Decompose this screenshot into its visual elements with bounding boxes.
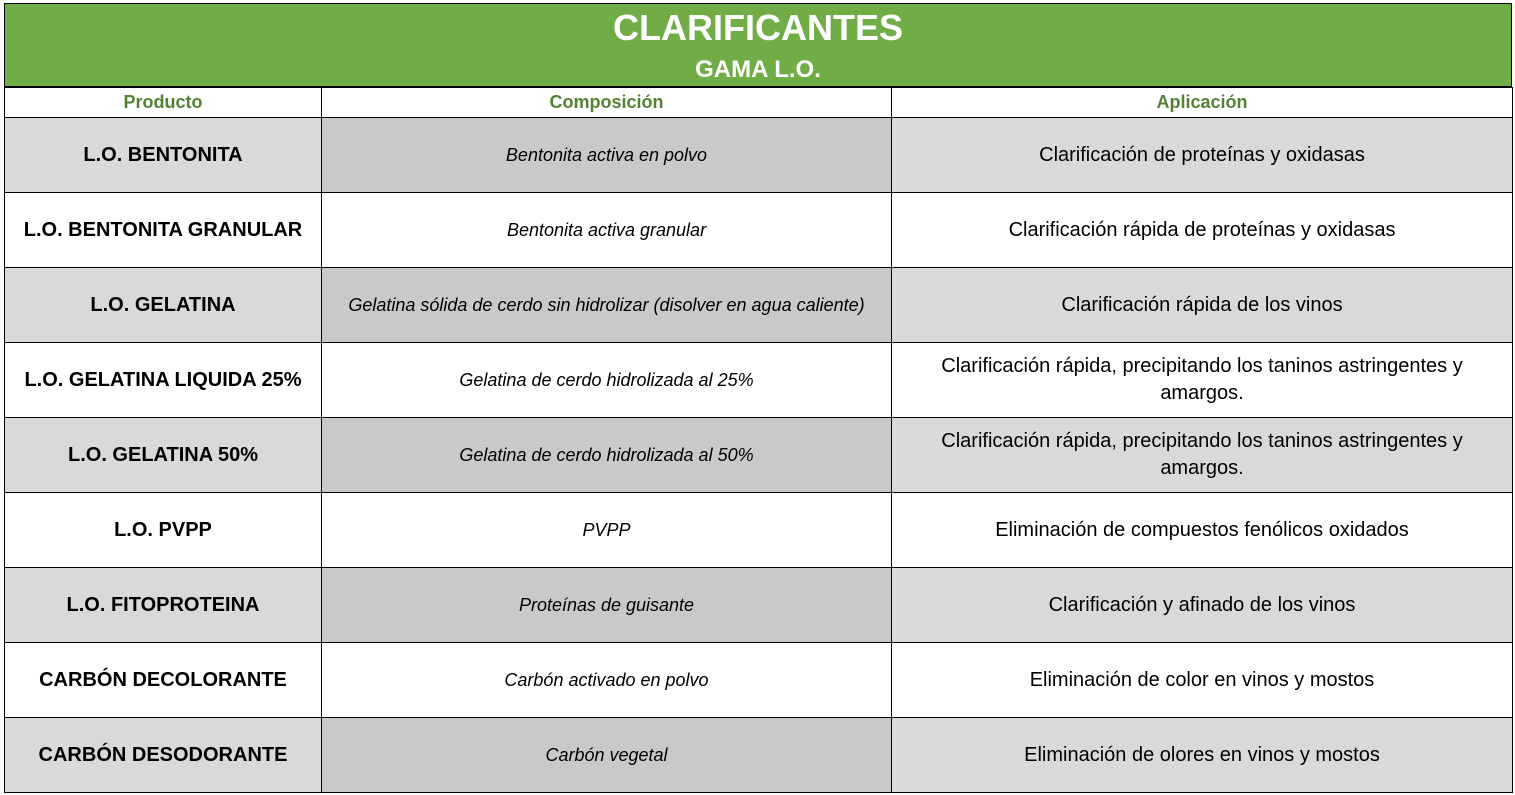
composition-cell: Carbón activado en polvo	[322, 643, 892, 718]
clarificantes-sheet	[4, 3, 1512, 793]
table-row	[5, 718, 1513, 793]
column-header-composition: Composición	[322, 88, 892, 118]
table-row	[5, 493, 1513, 568]
composition-cell: Proteínas de guisante	[322, 568, 892, 643]
table-row	[5, 643, 1513, 718]
application-cell: Clarificación rápida, precipitando los taninos astringentes y amargos.	[892, 418, 1513, 493]
product-cell: L.O. BENTONITA	[5, 118, 322, 193]
table-header-row	[5, 88, 1513, 118]
table-row	[5, 118, 1513, 193]
column-header-application: Aplicación	[892, 88, 1513, 118]
title-banner	[4, 3, 1512, 87]
composition-cell: Gelatina sólida de cerdo sin hidrolizar (disolver en agua caliente)	[322, 268, 892, 343]
composition-cell: PVPP	[322, 493, 892, 568]
column-header-product: Producto	[5, 88, 322, 118]
product-cell: L.O. PVPP	[5, 493, 322, 568]
table-row	[5, 568, 1513, 643]
product-cell: L.O. BENTONITA GRANULAR	[5, 193, 322, 268]
application-cell: Clarificación de proteínas y oxidasas	[892, 118, 1513, 193]
table-row	[5, 343, 1513, 418]
product-cell: CARBÓN DECOLORANTE	[5, 643, 322, 718]
composition-cell: Gelatina de cerdo hidrolizada al 25%	[322, 343, 892, 418]
composition-cell: Gelatina de cerdo hidrolizada al 50%	[322, 418, 892, 493]
application-cell: Eliminación de compuestos fenólicos oxidados	[892, 493, 1513, 568]
composition-cell: Carbón vegetal	[322, 718, 892, 793]
application-cell: Clarificación y afinado de los vinos	[892, 568, 1513, 643]
product-cell: L.O. GELATINA LIQUIDA 25%	[5, 343, 322, 418]
application-cell: Eliminación de olores en vinos y mostos	[892, 718, 1513, 793]
composition-cell: Bentonita activa granular	[322, 193, 892, 268]
application-cell: Clarificación rápida de proteínas y oxidasas	[892, 193, 1513, 268]
product-cell: L.O. FITOPROTEINA	[5, 568, 322, 643]
table-row	[5, 193, 1513, 268]
application-cell: Clarificación rápida de los vinos	[892, 268, 1513, 343]
application-cell: Eliminación de color en vinos y mostos	[892, 643, 1513, 718]
page-title: CLARIFICANTES	[613, 7, 903, 48]
product-cell: L.O. GELATINA 50%	[5, 418, 322, 493]
products-table	[4, 87, 1513, 793]
product-cell: L.O. GELATINA	[5, 268, 322, 343]
application-cell: Clarificación rápida, precipitando los taninos astringentes y amargos.	[892, 343, 1513, 418]
table-row	[5, 418, 1513, 493]
page-subtitle: GAMA L.O.	[695, 56, 821, 83]
product-cell: CARBÓN DESODORANTE	[5, 718, 322, 793]
composition-cell: Bentonita activa en polvo	[322, 118, 892, 193]
table-row	[5, 268, 1513, 343]
